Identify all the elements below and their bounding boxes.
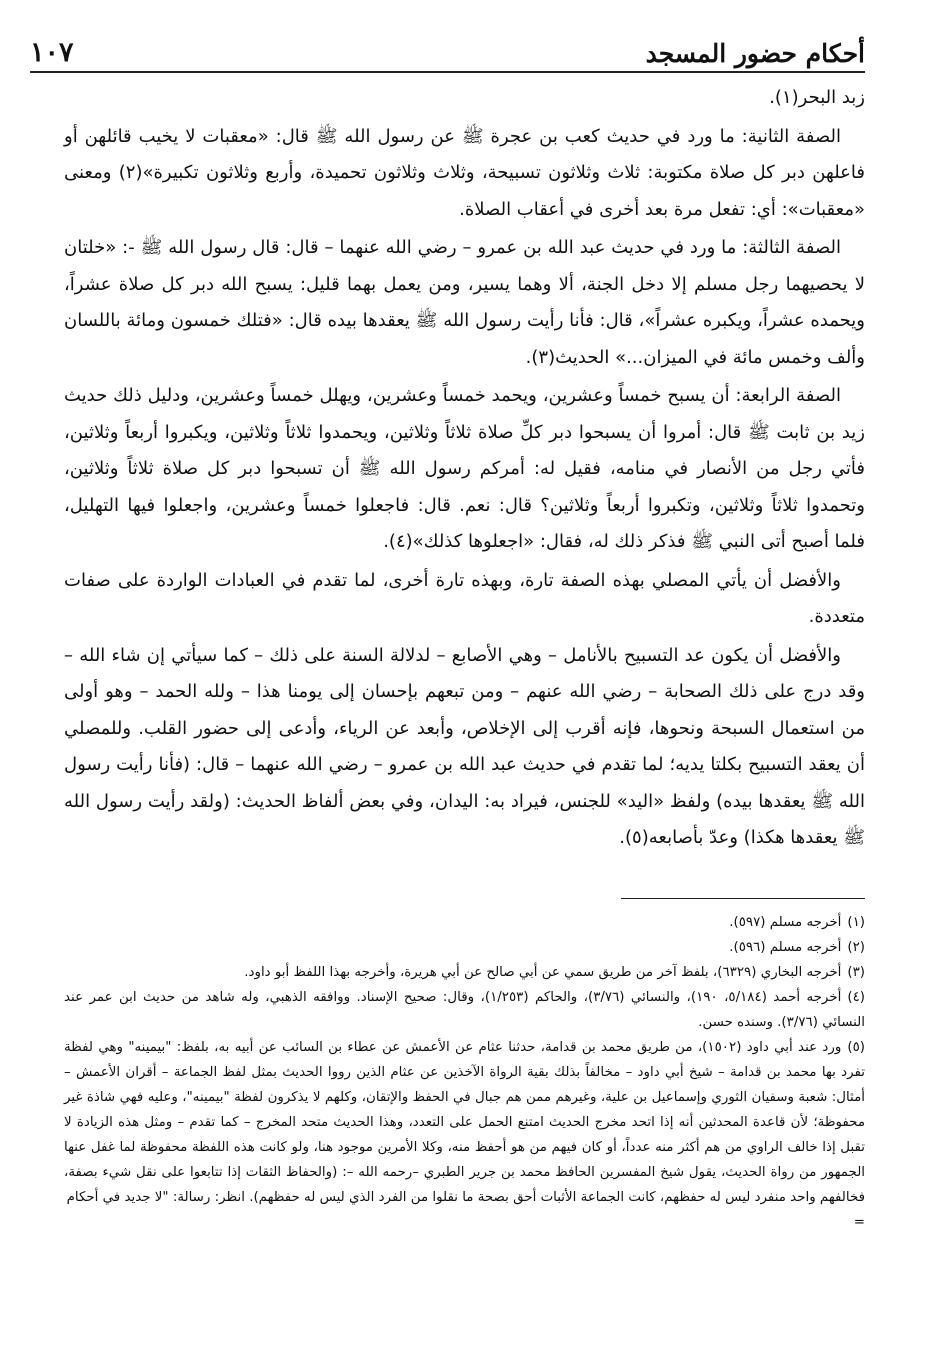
main-text [64,80,865,859]
footnote-number: (٢) [847,940,865,955]
paragraph-third-form: الصفة الثالثة: ما ورد في حديث عبد الله بن عمرو – رضي الله عنهما – قال: قال رسول الله ﷺ -: «خلتان لا يحصيهما رجل مسلم إلا دخل الجنة، ألا وهما يسير، ومن يعمل بهما قليل: يسبح الله دبر كل صلاة عشراً، ويحمده عشراً، ويكبره عشراً»، قال: فأنا رأيت رسول الله ﷺ يعقدها بيده قال: «فتلك خمسون ومائة باللسان وألف وخمس مائة في الميزان...» الحديث(٣). [64,237,865,368]
footnote-item [64,960,865,985]
running-title: أحكام حضور المسجد [645,39,865,68]
footnote-number: (٣) [847,965,865,980]
footnote-item [64,910,865,935]
footnote-text: أخرجه مسلم (٥٩٦). [729,940,842,955]
paragraph-preference: والأفضل أن يأتي المصلي بهذه الصفة تارة، وبهذه تارة أخرى، لما تقدم في العبادات الواردة على صفات متعددة. [64,569,865,627]
header-divider [30,71,865,73]
footnotes [64,910,865,1235]
page-number: ١٠٧ [30,37,74,68]
continuation-mark: = [853,1215,865,1230]
paragraph-fourth-form: الصفة الرابعة: أن يسبح خمساً وعشرين، ويحمد خمساً وعشرين، ويهلل خمساً وعشرين، ودليل ذلك حديث زيد بن ثابت ﷺ قال: أمروا أن يسبحوا دبر كلِّ صلاة ثلاثاً وثلاثين، ويحمدوا ثلاثاً وثلاثين، ويكبروا أربعاً وثلاثين، فأتي رجل من الأنصار في منامه، فقيل له: أمركم رسول الله ﷺ أن تسبحوا دبر كل صلاة ثلاثاً وثلاثين، وتحمدوا ثلاثاً وثلاثين، وتكبروا أربعاً وثلاثين؟ قال: نعم. قال: فاجعلوا خمساً وعشرين، واجعلوا فيها التهليل، فلما أصبح أتى النبي ﷺ فذكر ذلك له، فقال: «اجعلوها كذلك»(٤). [64,385,865,552]
footnote-number: (١) [847,915,865,930]
footnote-item [64,985,865,1035]
footnote-text: أخرجه مسلم (٥٩٧). [729,915,842,930]
footnote-item [64,1035,865,1210]
paragraph-second-form: الصفة الثانية: ما ورد في حديث كعب بن عجرة ﷺ عن رسول الله ﷺ قال: «معقبات لا يخيب قائلهن أو فاعلهن دبر كل صلاة مكتوبة: ثلاث وثلاثون تسبيحة، وثلاث وثلاثون تحميدة، وأربع وثلاثون تكبيرة»(٢) ومعنى «معقبات»: أي: تفعل مرة بعد أخرى في أعقاب الصلاة. [64,125,865,220]
paragraph-counting-fingers: والأفضل أن يكون عد التسبيح بالأنامل – وهي الأصابع – لدلالة السنة على ذلك – كما سيأتي إن شاء الله – وقد درج على ذلك الصحابة – رضي الله عنهم – ومن تبعهم بإحسان إلى يومنا هذا – ولله الحمد – وهو أولى من استعمال السبحة ونحوها، فإنه أقرب إلى الإخلاص، وأبعد عن الرياء، وأدعى إلى حضور القلب. وللمصلي أن يعقد التسبيح بكلتا يديه؛ لما تقدم في حديث عبد الله بن عمرو – رضي الله عنهما – قال: (فأنا رأيت رسول الله ﷺ يعقدها بيده) ولفظ «اليد» للجنس، فيراد به: اليدان، وفي بعض ألفاظ الحديث: (ولقد رأيت رسول الله ﷺ يعقدها هكذا) وعدّ بأصابعه(٥). [64,644,865,848]
footnote-number: (٤) [847,990,865,1005]
footnote-text: أخرجه البخاري (٦٣٢٩)، بلفظ آخر من طريق سمي عن أبي صالح عن أبي هريرة، وأخرجه بهذا اللفظ أبو داود. [244,965,842,980]
page-header [30,28,865,68]
footnote-text: أخرجه أحمد (٥/١٨٤، ١٩٠)، والنسائي (٣/٧٦)، والحاكم (١/٢٥٣)، وقال: صحيح الإسناد. ووافقه الذهبي، وله شاهد من حديث ابن عمر عند النسائي (٣/٧٦). وسنده حسن. [64,990,865,1030]
paragraph-continuation: زبد البحر(١). [769,87,865,108]
footnote-item [64,935,865,960]
footnote-text: ورد عند أبي داود (١٥٠٢)، من طريق محمد بن قدامة، حدثنا عثام عن الأعمش عن عطاء بن السائب عن أبيه به، بلفظ: "بيمينه" وهي لفظة تفرد بها محمد بن قدامة – شيخ أبي داود – مخالفاً بذلك بقية الرواة الآخذين عن عثام الذين رووا الحديث بمثل لفظ الجماعة – أقران الأعمش – أمثال: شعبة وسفيان الثوري وإسماعيل بن علية، وغيرهم ممن هم جبال في الحفظ والإتقان، وكلهم لا يذكرون لفظة "بيمينه"، وعليه فهي شاذة غير محفوظة؛ لأن قاعدة المحدثين أنه إذا اتحد مخرج الحديث امتنع الحمل على التعدد، وهذا الحديث متحد المخرج – كما تقدم – ومثل هذه الزيادة لا تقبل إذا خالف الراوي من هم أكثر منه عدداً، أو كان فيهم من هو أحفظ منه، وكلا الأمرين موجود هنا، ولو كانت هذه اللفظة محفوظة لما غفل عنها الجمهور من رواة الحديث، يقول شيخ المفسرين الحافظ محمد بن جرير الطبري –رحمه الله –: (والحفاظ الثقات إذا تتابعوا على نقل شيء بصفة، فخالفهم واحد منفرد ليس له حفظهم، كانت الجماعة الأثبات أحق بصحة ما نقلوا من الفرد الذي ليس له حفظهم). انظر: رسالة: "لا جديد في أحكام [64,1040,865,1205]
footnote-divider [621,898,865,899]
footnote-number: (٥) [847,1040,865,1055]
